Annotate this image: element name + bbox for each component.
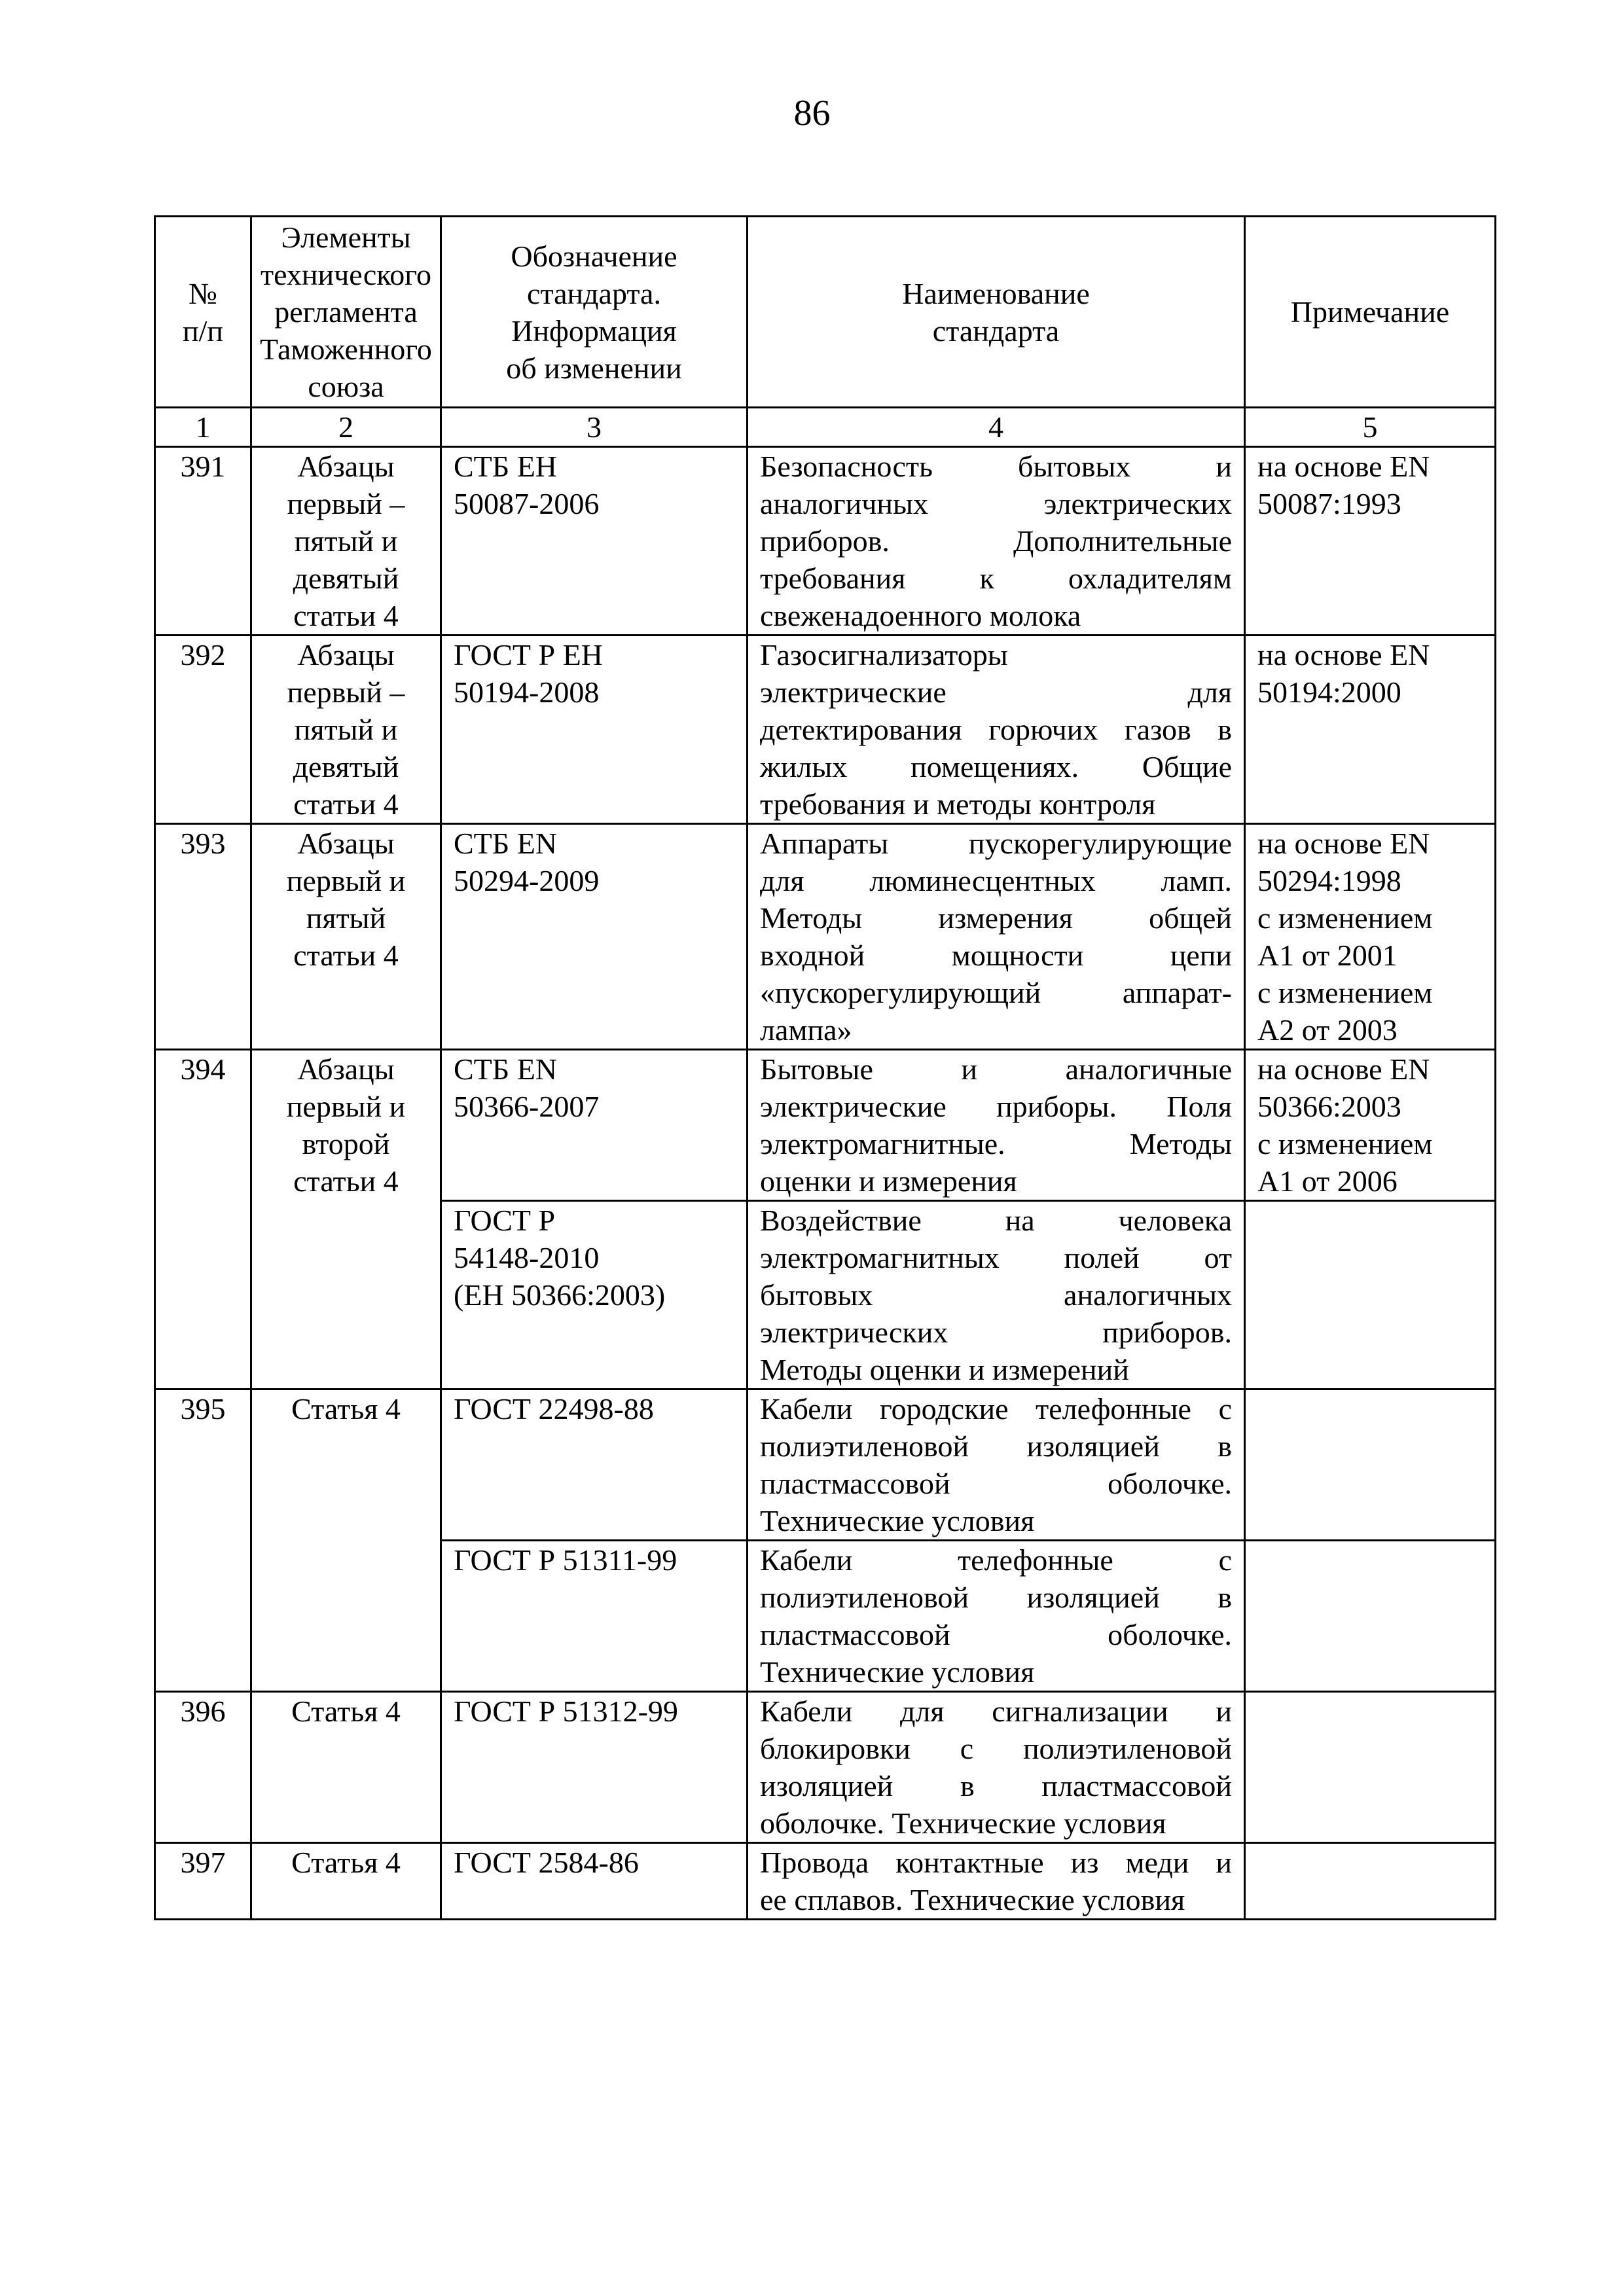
- standard-name: Аппараты пускорегулирующие для люминесцентных ламп. Методы измерения общей входной мощности цепи «пускорегулирующий аппарат- лампа»: [748, 824, 1245, 1050]
- standard-name: Газосигнализаторы электрические для детектирования горючих газов в жилых помещениях. Общие требования и методы контроля: [748, 636, 1245, 824]
- column-number: 3: [441, 408, 748, 447]
- standard-name: Кабели городские телефонные с полиэтиленовой изоляцией в пластмассовой оболочке. Технические условия: [748, 1390, 1245, 1541]
- header-designation: Обозначение стандарта. Информация об изменении: [441, 217, 748, 408]
- table-row: [155, 636, 1496, 824]
- table-row: [155, 1390, 1496, 1541]
- column-number: 4: [748, 408, 1245, 447]
- regulation-element: Абзацы первый и второй статьи 4: [251, 1050, 441, 1390]
- standard-designation: СТБ ЕН 50087-2006: [441, 447, 748, 636]
- table-row: [155, 1050, 1496, 1201]
- row-number: 394: [155, 1050, 251, 1390]
- standard-name: Кабели телефонные с полиэтиленовой изоляцией в пластмассовой оболочке. Технические условия: [748, 1541, 1245, 1692]
- header-number: № п/п: [155, 217, 251, 408]
- standard-name: Безопасность бытовых и аналогичных электрических приборов. Дополнительные требования к охладителям свеженадоенного молока: [748, 447, 1245, 636]
- standard-note: на основе EN 50366:2003 с изменением А1 от 2006: [1245, 1050, 1496, 1201]
- column-number: 1: [155, 408, 251, 447]
- standard-designation: ГОСТ 2584-86: [441, 1843, 748, 1920]
- row-number: 393: [155, 824, 251, 1050]
- standard-name: Провода контактные из меди и ее сплавов. Технические условия: [748, 1843, 1245, 1920]
- standard-note: [1245, 1201, 1496, 1390]
- row-number: 392: [155, 636, 251, 824]
- table-body: [155, 447, 1496, 1920]
- column-number: 5: [1245, 408, 1496, 447]
- standard-note: на основе EN 50194:2000: [1245, 636, 1496, 824]
- header-name: Наименование стандарта: [748, 217, 1245, 408]
- regulation-element: Абзацы первый – пятый и девятый статьи 4: [251, 636, 441, 824]
- table-row: [155, 1692, 1496, 1843]
- standard-name: Кабели для сигнализации и блокировки с полиэтиленовой изоляцией в пластмассовой оболочке. Технические условия: [748, 1692, 1245, 1843]
- row-number: 395: [155, 1390, 251, 1692]
- table-header-row: [155, 217, 1496, 408]
- standard-note: [1245, 1390, 1496, 1541]
- table-row: [155, 447, 1496, 636]
- standard-designation: СТБ EN 50366-2007: [441, 1050, 748, 1201]
- standard-note: [1245, 1692, 1496, 1843]
- standard-name: Воздействие на человека электромагнитных полей от бытовых аналогичных электрических приборов. Методы оценки и измерений: [748, 1201, 1245, 1390]
- header-elements: Элементы технического регламента Таможенного союза: [251, 217, 441, 408]
- regulation-element: Статья 4: [251, 1692, 441, 1843]
- standard-designation: ГОСТ Р 51312-99: [441, 1692, 748, 1843]
- standard-note: [1245, 1843, 1496, 1920]
- standard-designation: ГОСТ 22498-88: [441, 1390, 748, 1541]
- page-number: 86: [793, 93, 831, 134]
- row-number: 391: [155, 447, 251, 636]
- row-number: 396: [155, 1692, 251, 1843]
- header-note: Примечание: [1245, 217, 1496, 408]
- standard-note: на основе EN 50087:1993: [1245, 447, 1496, 636]
- table-row: [155, 824, 1496, 1050]
- regulation-element: Абзацы первый и пятый статьи 4: [251, 824, 441, 1050]
- standard-designation: ГОСТ Р ЕН 50194-2008: [441, 636, 748, 824]
- standards-table: [154, 215, 1496, 1920]
- column-number: 2: [251, 408, 441, 447]
- standard-designation: ГОСТ Р 51311-99: [441, 1541, 748, 1692]
- regulation-element: Статья 4: [251, 1843, 441, 1920]
- standard-note: [1245, 1541, 1496, 1692]
- standard-note: на основе EN 50294:1998 с изменением А1 от 2001 с изменением А2 от 2003: [1245, 824, 1496, 1050]
- table-row: [155, 1843, 1496, 1920]
- standard-designation: СТБ EN 50294-2009: [441, 824, 748, 1050]
- regulation-element: Абзацы первый – пятый и девятый статьи 4: [251, 447, 441, 636]
- column-number-row: [155, 408, 1496, 447]
- regulation-element: Статья 4: [251, 1390, 441, 1692]
- row-number: 397: [155, 1843, 251, 1920]
- standard-name: Бытовые и аналогичные электрические приборы. Поля электромагнитные. Методы оценки и измерения: [748, 1050, 1245, 1201]
- standard-designation: ГОСТ Р 54148-2010 (ЕН 50366:2003): [441, 1201, 748, 1390]
